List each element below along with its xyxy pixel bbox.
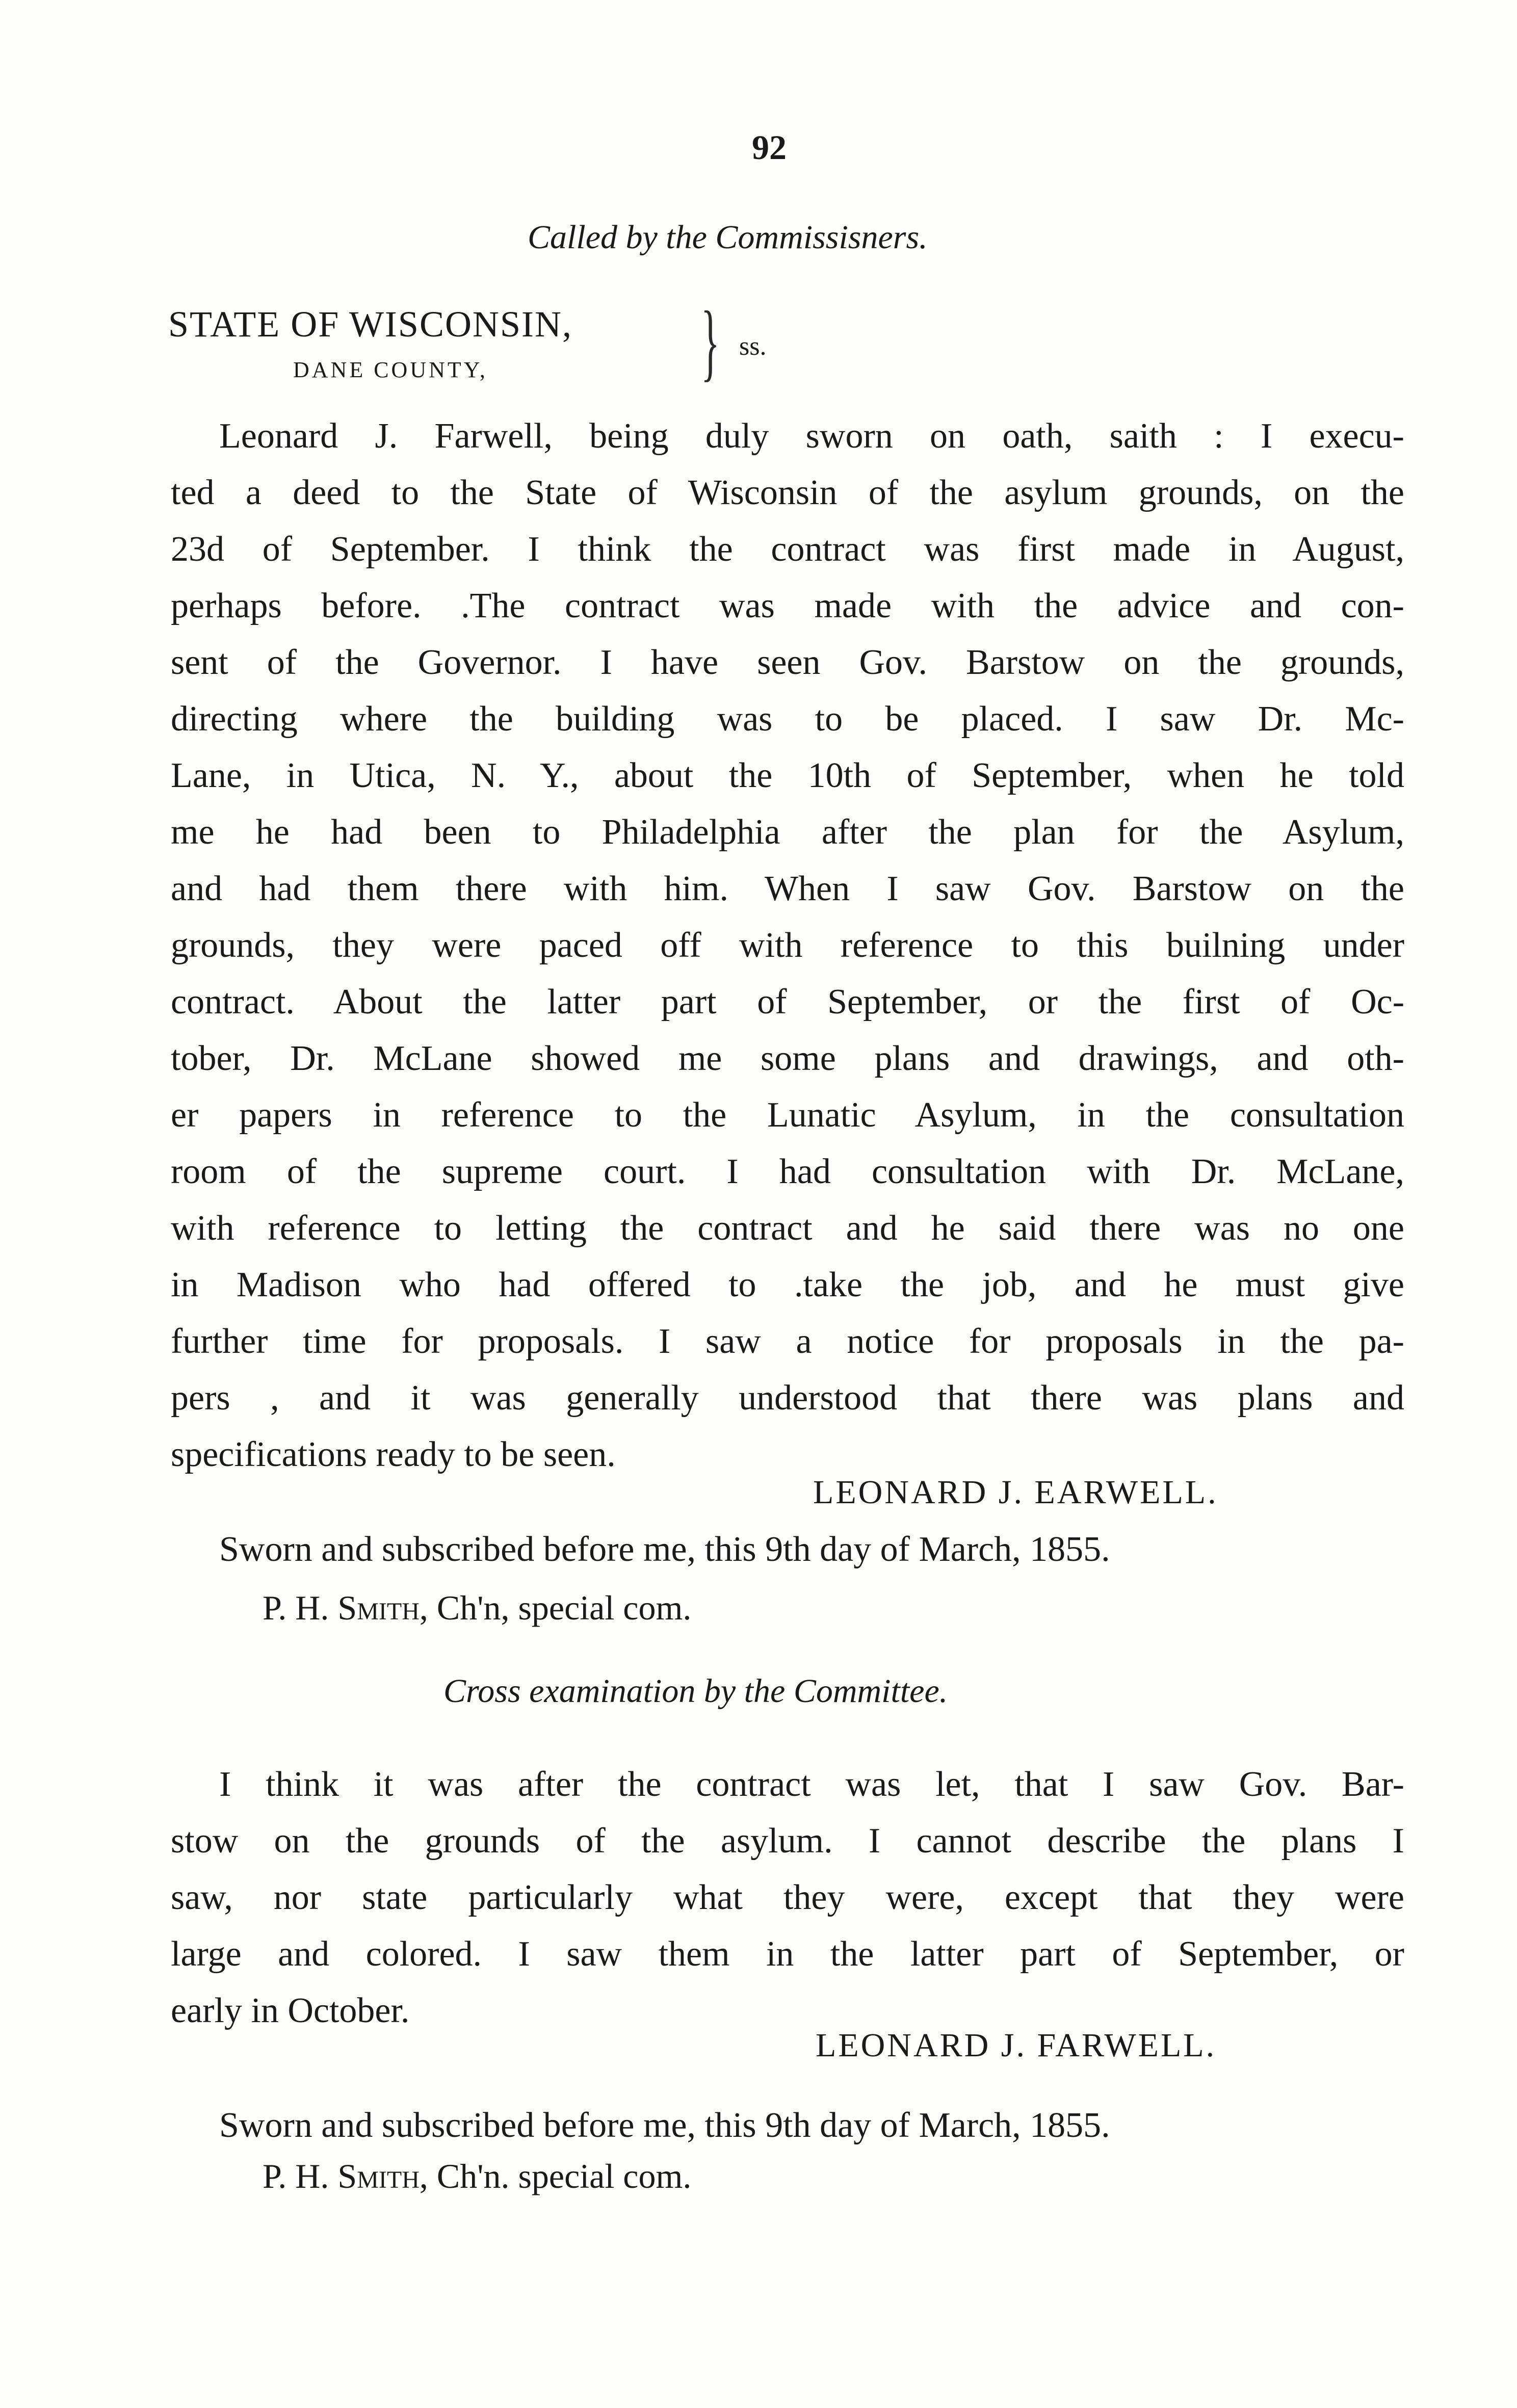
officer-suffix: , Ch'n. special com. bbox=[419, 2157, 692, 2195]
testimony-line: me he had been to Philadelphia after the plan for the Asylum, bbox=[171, 813, 1404, 852]
testimony-line: with reference to letting the contract and he said there was no one bbox=[171, 1209, 1404, 1248]
sworn-statement-2: Sworn and subscribed before me, this 9th day of March, 1855. bbox=[219, 2106, 1110, 2145]
section-heading-called: Called by the Commissisners. bbox=[528, 219, 928, 256]
testimony-line: grounds, they were paced off with reference to this builning under bbox=[171, 926, 1404, 965]
testimony-line: Lane, in Utica, N. Y., about the 10th of September, when he told bbox=[171, 756, 1404, 795]
venue-county: DANE COUNTY, bbox=[293, 357, 488, 382]
testimony-line: and had them there with him. When I saw Gov. Barstow on the bbox=[171, 869, 1404, 908]
testimony-line: room of the supreme court. I had consultation with Dr. McLane, bbox=[171, 1152, 1404, 1191]
testimony-line: er papers in reference to the Lunatic Asylum, in the consultation bbox=[171, 1095, 1404, 1135]
venue-ss: ss. bbox=[739, 332, 767, 361]
testimony-line: sent of the Governor. I have seen Gov. Barstow on the grounds, bbox=[171, 643, 1404, 682]
officer-name: Smith bbox=[337, 1588, 420, 1627]
officer-prefix: P. H. bbox=[263, 1588, 329, 1627]
officer-line-1 bbox=[263, 1588, 691, 1628]
testimony-line: tober, Dr. McLane showed me some plans and drawings, and oth- bbox=[171, 1039, 1404, 1078]
cross-line: saw, nor state particularly what they were, except that they were bbox=[171, 1878, 1404, 1917]
cross-examination-paragraph bbox=[171, 1756, 1404, 2039]
cross-line: I think it was after the contract was let, that I saw Gov. Bar- bbox=[219, 1765, 1404, 1804]
testimony-line: in Madison who had offered to .take the job, and he must give bbox=[171, 1265, 1404, 1304]
officer-line-2 bbox=[263, 2156, 691, 2196]
signature-farwell-2: LEONARD J. FARWELL. bbox=[816, 2027, 1217, 2064]
testimony-line: further time for proposals. I saw a notice for proposals in the pa- bbox=[171, 1322, 1404, 1361]
officer-prefix: P. H. bbox=[263, 2157, 329, 2195]
cross-line: early in October. bbox=[171, 1991, 410, 2030]
cross-line: large and colored. I saw them in the latter part of September, or bbox=[171, 1934, 1404, 1974]
section-heading-cross: Cross examination by the Committee. bbox=[443, 1672, 948, 1710]
venue-state: STATE OF WISCONSIN, bbox=[168, 304, 572, 345]
testimony-line: pers , and it was generally understood that there was plans and bbox=[171, 1378, 1404, 1418]
testimony-line: directing where the building was to be placed. I saw Dr. Mc- bbox=[171, 699, 1404, 739]
signature-farwell-1: LEONARD J. EARWELL. bbox=[813, 1474, 1218, 1511]
venue-brace: } bbox=[701, 294, 720, 389]
testimony-line: 23d of September. I think the contract was first made in August, bbox=[171, 530, 1404, 569]
testimony-line: ted a deed to the State of Wisconsin of the asylum grounds, on the bbox=[171, 473, 1404, 512]
testimony-line: contract. About the latter part of September, or the first of Oc- bbox=[171, 982, 1404, 1022]
cross-line: stow on the grounds of the asylum. I cannot describe the plans I bbox=[171, 1821, 1404, 1861]
officer-name: Smith bbox=[337, 2157, 420, 2195]
officer-suffix: , Ch'n, special com. bbox=[419, 1588, 692, 1627]
testimony-line: specifications ready to be seen. bbox=[171, 1435, 616, 1474]
testimony-line: Leonard J. Farwell, being duly sworn on oath, saith : I execu- bbox=[219, 416, 1404, 456]
testimony-line: perhaps before. .The contract was made with the advice and con- bbox=[171, 586, 1404, 625]
sworn-statement-1: Sworn and subscribed before me, this 9th day of March, 1855. bbox=[219, 1530, 1110, 1569]
testimony-paragraph bbox=[171, 408, 1404, 1483]
page-number: 92 bbox=[752, 128, 787, 167]
